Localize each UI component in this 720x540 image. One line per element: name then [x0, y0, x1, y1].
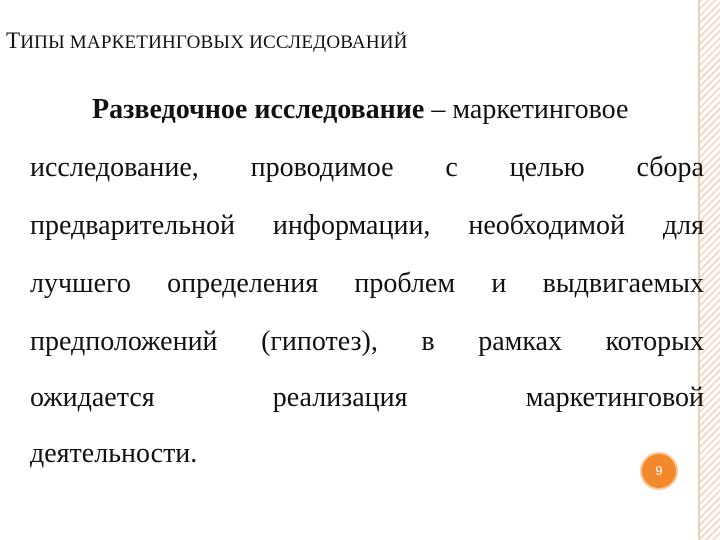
word: и — [491, 268, 507, 299]
paragraph-line-1 — [30, 94, 704, 126]
slide-title — [6, 26, 408, 58]
paragraph-line-5 — [30, 326, 704, 358]
word: рамках — [478, 326, 562, 357]
word: ожидается — [30, 382, 155, 413]
word: лучшего — [30, 268, 131, 299]
paragraph-line-4 — [30, 268, 704, 300]
word: предварительной — [30, 210, 235, 241]
word: с — [445, 152, 458, 183]
word: необходимой — [468, 210, 625, 241]
word: в — [421, 326, 435, 357]
definition-start: – маркетинговое — [424, 94, 629, 125]
word: проводимое — [250, 152, 394, 183]
word: выдвигаемых — [542, 268, 704, 299]
word: которых — [605, 326, 704, 357]
paragraph-line-7: деятельности. — [30, 438, 198, 469]
word: (гипотез), — [261, 326, 378, 357]
word: маркетинговой — [525, 382, 704, 413]
paragraph-line-3 — [30, 210, 704, 242]
word: сбора — [636, 152, 704, 183]
slide-title-rest: ИПЫ МАРКЕТИНГОВЫХ ИССЛЕДОВАНИЙ — [20, 32, 408, 53]
word: информации, — [272, 210, 431, 241]
word: исследование, — [30, 152, 199, 183]
paragraph-line-6 — [30, 382, 704, 414]
word: предположений — [30, 326, 218, 357]
word: для — [662, 210, 704, 241]
slide-title-initial: Т — [6, 28, 21, 53]
word: целью — [509, 152, 585, 183]
word: реализация — [272, 382, 408, 413]
word: определения — [167, 268, 319, 299]
paragraph-line-2 — [30, 152, 704, 184]
defined-term: Разведочное исследование — [92, 94, 425, 125]
word: проблем — [354, 268, 456, 299]
page-number-badge: 9 — [640, 452, 678, 490]
